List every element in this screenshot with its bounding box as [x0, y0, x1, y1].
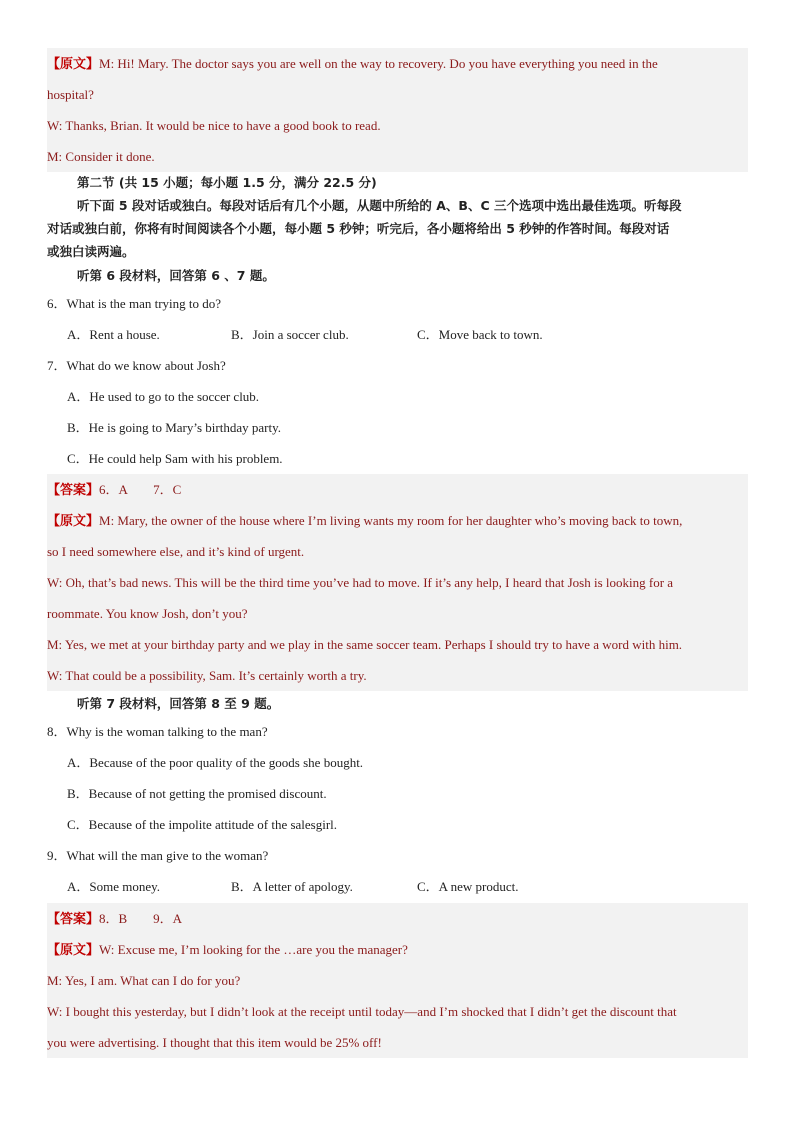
- transcript-line: W: I bought this yesterday, but I didn’t look at the receipt until today—and I’m shocked that I didn’t get the discount that: [47, 996, 748, 1027]
- option-a: A．He used to go to the soccer club.: [67, 389, 260, 404]
- transcript-line: 【原文】M: Mary, the owner of the house where I’m living wants my room for her daughter who’s moving back to town,: [47, 505, 748, 536]
- part-heading: 听第 6 段材料，回答第 6 、7 题。: [77, 268, 275, 283]
- question-6-options: [47, 319, 748, 350]
- transcript-line: M: Consider it done.: [47, 141, 748, 172]
- option-b: B．A letter of apology.: [231, 879, 353, 894]
- section-instructions: 对话或独白前，你将有时间阅读各个小题，每小题 5 秒钟；听完后，各小题将给出 5 秒钟的作答时间。每段对话: [47, 221, 670, 236]
- transcript-line: 【原文】M: Hi! Mary. The doctor says you are well on the way to recovery. Do you have everything you need in the: [47, 48, 748, 79]
- answer-tag: 【答案】: [47, 911, 100, 926]
- option-c: C．He could help Sam with his problem.: [67, 451, 283, 466]
- answer-line: 【答案】6．A 7．C: [47, 474, 748, 505]
- option-c: C．Because of the impolite attitude of the salesgirl.: [67, 817, 338, 832]
- transcript-line: W: That could be a possibility, Sam. It’s certainly worth a try.: [47, 660, 748, 691]
- transcript-line: roommate. You know Josh, don’t you?: [47, 598, 748, 629]
- section-heading: 第二节 (共 15 小题；每小题 1.5 分，满分 22.5 分): [77, 175, 377, 190]
- transcript-line: you were advertising. I thought that this item would be 25% off!: [47, 1027, 748, 1058]
- transcript-tag: 【原文】: [47, 513, 100, 528]
- option-b: B．He is going to Mary’s birthday party.: [67, 420, 281, 435]
- section-instructions: 或独白读两遍。: [47, 244, 135, 259]
- transcript-line: W: Thanks, Brian. It would be nice to have a good book to read.: [47, 110, 748, 141]
- option-a: A．Because of the poor quality of the goods she bought.: [67, 755, 364, 770]
- option-a: A．Some money.: [67, 879, 161, 894]
- transcript-line: M: Yes, I am. What can I do for you?: [47, 965, 748, 996]
- transcript-line: hospital?: [47, 79, 748, 110]
- option-a: A．Rent a house.: [67, 327, 160, 342]
- transcript-line: so I need somewhere else, and it’s kind of urgent.: [47, 536, 748, 567]
- question-7: 7．What do we know about Josh?: [47, 358, 226, 373]
- transcript-tag: 【原文】: [47, 942, 100, 957]
- question-9-options: [47, 871, 748, 902]
- answer-line: 【答案】8．B 9．A: [47, 903, 748, 934]
- transcript-line: W: Oh, that’s bad news. This will be the third time you’ve had to move. If it’s any help, I heard that Josh is looking for a: [47, 567, 748, 598]
- part-heading: 听第 7 段材料，回答第 8 至 9 题。: [77, 696, 280, 711]
- transcript-line: M: Yes, we met at your birthday party and we play in the same soccer team. Perhaps I should try to have a word with him.: [47, 629, 748, 660]
- transcript-tag: 【原文】: [47, 56, 100, 71]
- option-c: C．Move back to town.: [417, 327, 543, 342]
- option-b: B．Join a soccer club.: [231, 327, 349, 342]
- answer-tag: 【答案】: [47, 482, 100, 497]
- option-b: B．Because of not getting the promised discount.: [67, 786, 327, 801]
- section-instructions: 听下面 5 段对话或独白。每段对话后有几个小题，从题中所给的 A、B、C 三个选项中选出最佳选项。听每段: [77, 198, 682, 213]
- question-6: 6．What is the man trying to do?: [47, 296, 222, 311]
- transcript-line: 【原文】W: Excuse me, I’m looking for the …are you the manager?: [47, 934, 748, 965]
- question-9: 9．What will the man give to the woman?: [47, 848, 269, 863]
- option-c: C．A new product.: [417, 879, 519, 894]
- question-8: 8．Why is the woman talking to the man?: [47, 724, 268, 739]
